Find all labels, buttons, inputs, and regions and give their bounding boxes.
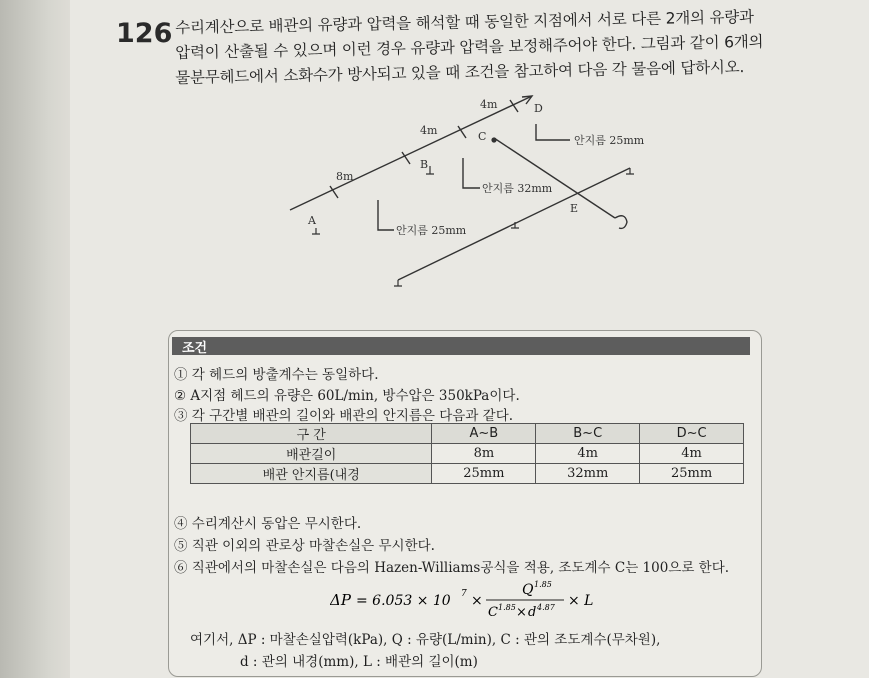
question-line-1: 수리계산으로 배관의 유량과 압력을 해석할 때 동일한 지점에서 서로 다른 2개의 유량과 xyxy=(175,7,755,37)
leader-cd xyxy=(536,128,570,140)
formula-times: × xyxy=(471,593,483,609)
pipe-spec-table xyxy=(190,423,744,484)
formula-den-times: × xyxy=(516,605,527,620)
table-header-row xyxy=(191,424,744,444)
formula-c-exp: 1.85 xyxy=(498,603,516,612)
formula-q-exp: 1.85 xyxy=(534,580,552,589)
table-cell: 8m xyxy=(432,444,536,464)
table-row xyxy=(191,444,744,464)
question-line-3: 물분무헤드에서 소화수가 방사되고 있을 때 조건을 참고하여 다음 각 물음에 답하시오. xyxy=(175,58,745,87)
dia-cd-label: 안지름 25mm xyxy=(574,134,645,147)
table-cell: 4m xyxy=(640,444,744,464)
table-header: 구 간 xyxy=(191,424,432,444)
piping-diagram xyxy=(270,88,650,298)
formula-note-2: d : 관의 내경(mm), L : 배관의 길이(m) xyxy=(240,654,478,670)
formula-tail: × L xyxy=(568,593,594,609)
branch-pipe-end xyxy=(615,216,627,229)
head-lower-2 xyxy=(394,280,402,286)
formula-note-1: 여기서, ΔP : 마찰손실압력(kPa), Q : 유량(L/min), C : 관의 조도계수(무차원), xyxy=(190,632,661,648)
junction-c xyxy=(491,137,496,142)
len-bc-label: 4m xyxy=(420,124,438,137)
table-header: B~C xyxy=(536,424,640,444)
row-label: 배관길이 xyxy=(191,444,432,464)
formula-coeff: = 6.053 × 10 xyxy=(356,593,451,609)
len-cd-label: 4m xyxy=(480,98,498,111)
head-a xyxy=(312,228,320,234)
question-line-2: 압력이 산출될 수 있으며 이런 경우 유량과 압력을 보정해주어야 한다. 그림과 같이 6개의 xyxy=(175,32,764,62)
row-label: 배관 안지름(내경 xyxy=(191,464,432,484)
point-e-label: E xyxy=(570,202,579,215)
condition-6: ⑥ 직관에서의 마찰손실은 다음의 Hazen-Williams공식을 적용, 조도계수 C는 100으로 한다. xyxy=(174,560,730,576)
formula-d-exp: 4.87 xyxy=(537,603,555,612)
condition-5: ⑤ 직관 이외의 관로상 마찰손실은 무시한다. xyxy=(174,538,435,554)
dia-ab-label: 안지름 25mm xyxy=(396,224,467,237)
formula-d: d xyxy=(528,605,537,620)
conditions-title: 조건 xyxy=(182,341,208,356)
formula-c: C xyxy=(488,605,498,620)
len-ab-label: 8m xyxy=(336,170,354,183)
leader-bc xyxy=(463,158,480,188)
table-cell: 32mm xyxy=(536,464,640,484)
table-header: A~B xyxy=(432,424,536,444)
branch-pipe-ce xyxy=(494,138,615,218)
conditions-header xyxy=(172,337,750,355)
point-d-label: D xyxy=(534,102,543,115)
formula-q: Q xyxy=(522,582,534,598)
formula-lhs: ΔP xyxy=(330,591,351,609)
dia-bc-label: 안지름 32mm xyxy=(482,182,553,195)
table-row xyxy=(191,464,744,484)
condition-3: ③ 각 구간별 배관의 길이와 배관의 안지름은 다음과 같다. xyxy=(174,408,514,424)
point-b-label: B xyxy=(420,158,429,171)
condition-2: ② A지점 헤드의 유량은 60L/min, 방수압은 350kPa이다. xyxy=(174,388,520,404)
condition-4: ④ 수리계산시 동압은 무시한다. xyxy=(174,516,362,532)
table-cell: 25mm xyxy=(432,464,536,484)
table-header: D~C xyxy=(640,424,744,444)
question-number: 126 xyxy=(116,18,173,49)
point-c-label: C xyxy=(478,130,487,143)
page-edge-shadow xyxy=(0,0,70,678)
condition-1: ① 각 헤드의 방출계수는 동일하다. xyxy=(174,367,379,383)
point-a-label: A xyxy=(308,214,316,227)
table-cell: 25mm xyxy=(640,464,744,484)
hazen-williams-formula xyxy=(330,580,630,620)
leader-ab xyxy=(378,200,394,230)
formula-exp: 7 xyxy=(461,589,467,599)
table-cell: 4m xyxy=(536,444,640,464)
